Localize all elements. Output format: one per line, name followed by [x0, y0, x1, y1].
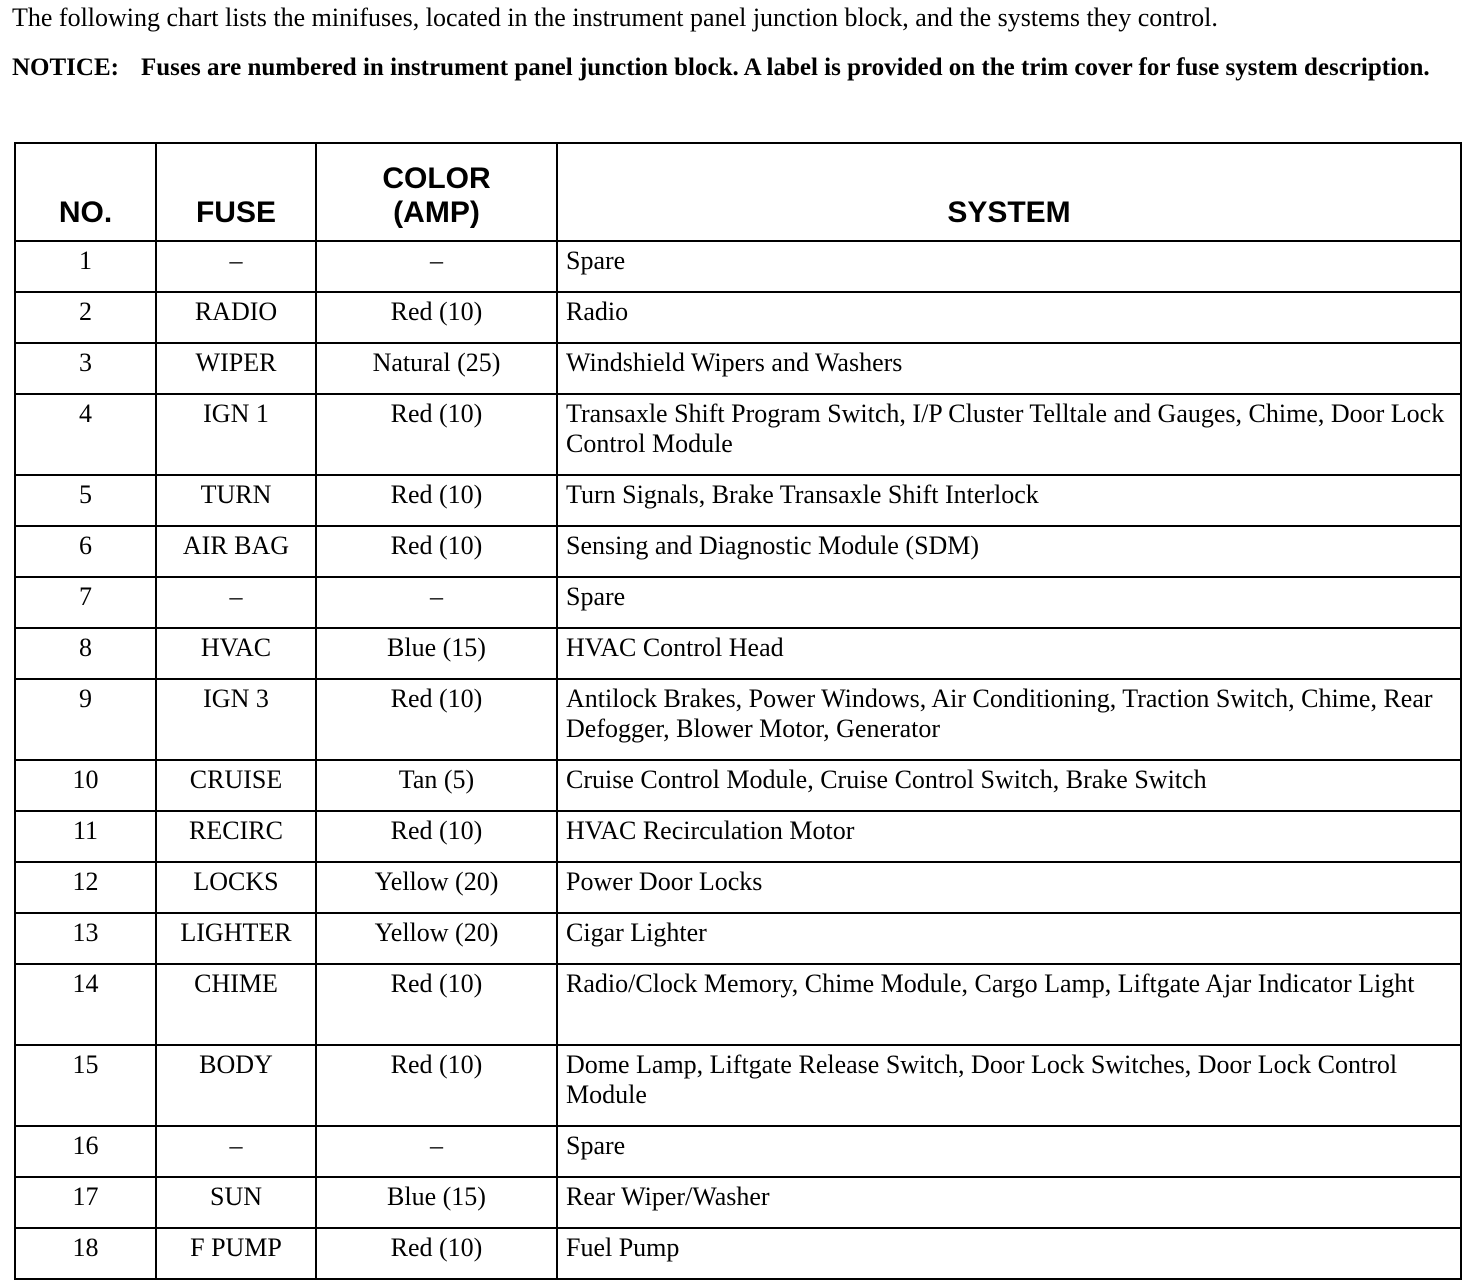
cell-fuse: BODY [156, 1045, 316, 1126]
cell-fuse: LOCKS [156, 862, 316, 913]
cell-system: Radio [557, 292, 1461, 343]
cell-fuse: RADIO [156, 292, 316, 343]
cell-system: HVAC Recirculation Motor [557, 811, 1461, 862]
cell-no: 9 [15, 679, 156, 760]
cell-color: Red (10) [316, 292, 557, 343]
cell-color: Blue (15) [316, 628, 557, 679]
cell-system: Dome Lamp, Liftgate Release Switch, Door Lock Switches, Door Lock Control Module [557, 1045, 1461, 1126]
cell-no: 8 [15, 628, 156, 679]
cell-fuse: LIGHTER [156, 913, 316, 964]
table-row [15, 475, 1461, 526]
cell-no: 3 [15, 343, 156, 394]
cell-fuse: – [156, 577, 316, 628]
cell-fuse: – [156, 1126, 316, 1177]
cell-color: Blue (15) [316, 1177, 557, 1228]
table-row [15, 394, 1461, 475]
cell-fuse: CHIME [156, 964, 316, 1045]
table-row [15, 964, 1461, 1045]
cell-system: HVAC Control Head [557, 628, 1461, 679]
table-header-row [15, 143, 1461, 241]
cell-no: 11 [15, 811, 156, 862]
cell-system: Spare [557, 577, 1461, 628]
cell-fuse: WIPER [156, 343, 316, 394]
table-row [15, 1045, 1461, 1126]
cell-no: 18 [15, 1228, 156, 1279]
table-row [15, 577, 1461, 628]
cell-system: Sensing and Diagnostic Module (SDM) [557, 526, 1461, 577]
cell-fuse: IGN 1 [156, 394, 316, 475]
header-no: NO. [15, 143, 156, 241]
cell-no: 4 [15, 394, 156, 475]
cell-no: 2 [15, 292, 156, 343]
cell-system: Cigar Lighter [557, 913, 1461, 964]
cell-system: Rear Wiper/Washer [557, 1177, 1461, 1228]
cell-color: Tan (5) [316, 760, 557, 811]
cell-no: 1 [15, 241, 156, 292]
cell-no: 12 [15, 862, 156, 913]
cell-color: Red (10) [316, 679, 557, 760]
cell-system: Windshield Wipers and Washers [557, 343, 1461, 394]
cell-system: Fuel Pump [557, 1228, 1461, 1279]
table-row [15, 292, 1461, 343]
table-row [15, 628, 1461, 679]
header-system: SYSTEM [557, 143, 1461, 241]
cell-color: – [316, 577, 557, 628]
table-row [15, 862, 1461, 913]
cell-system: Cruise Control Module, Cruise Control Switch, Brake Switch [557, 760, 1461, 811]
table-row [15, 679, 1461, 760]
cell-color: – [316, 1126, 557, 1177]
cell-fuse: IGN 3 [156, 679, 316, 760]
cell-color: Red (10) [316, 1228, 557, 1279]
notice [12, 53, 1452, 83]
cell-no: 15 [15, 1045, 156, 1126]
table-row [15, 1177, 1461, 1228]
cell-system: Turn Signals, Brake Transaxle Shift Interlock [557, 475, 1461, 526]
cell-fuse: TURN [156, 475, 316, 526]
cell-fuse: F PUMP [156, 1228, 316, 1279]
cell-no: 7 [15, 577, 156, 628]
table-row [15, 526, 1461, 577]
cell-fuse: CRUISE [156, 760, 316, 811]
cell-color: Natural (25) [316, 343, 557, 394]
cell-system: Spare [557, 1126, 1461, 1177]
cell-no: 17 [15, 1177, 156, 1228]
cell-color: – [316, 241, 557, 292]
table-row [15, 1228, 1461, 1279]
cell-no: 6 [15, 526, 156, 577]
cell-color: Red (10) [316, 811, 557, 862]
cell-no: 16 [15, 1126, 156, 1177]
table-row [15, 760, 1461, 811]
header-fuse: FUSE [156, 143, 316, 241]
cell-color: Red (10) [316, 475, 557, 526]
cell-system: Transaxle Shift Program Switch, I/P Cluster Telltale and Gauges, Chime, Door Lock Control Module [557, 394, 1461, 475]
table-row [15, 913, 1461, 964]
cell-fuse: HVAC [156, 628, 316, 679]
cell-fuse: RECIRC [156, 811, 316, 862]
cell-no: 5 [15, 475, 156, 526]
cell-color: Red (10) [316, 964, 557, 1045]
cell-system: Power Door Locks [557, 862, 1461, 913]
cell-color: Yellow (20) [316, 862, 557, 913]
cell-fuse: – [156, 241, 316, 292]
cell-system: Antilock Brakes, Power Windows, Air Conditioning, Traction Switch, Chime, Rear Defogger, Blower Motor, Generator [557, 679, 1461, 760]
intro-text: The following chart lists the minifuses, located in the instrument panel junction block, and the systems they control. [12, 3, 1218, 32]
cell-color: Red (10) [316, 1045, 557, 1126]
cell-no: 14 [15, 964, 156, 1045]
cell-color: Yellow (20) [316, 913, 557, 964]
table-row [15, 811, 1461, 862]
cell-no: 13 [15, 913, 156, 964]
cell-system: Radio/Clock Memory, Chime Module, Cargo Lamp, Liftgate Ajar Indicator Light [557, 964, 1461, 1045]
table-row [15, 343, 1461, 394]
cell-fuse: SUN [156, 1177, 316, 1228]
table-row [15, 1126, 1461, 1177]
fuse-table [14, 142, 1462, 1280]
cell-color: Red (10) [316, 526, 557, 577]
cell-system: Spare [557, 241, 1461, 292]
notice-label: NOTICE: [12, 54, 119, 81]
notice-text: Fuses are numbered in instrument panel junction block. A label is provided on the trim cover for fuse system description. [140, 54, 1430, 81]
table-row [15, 241, 1461, 292]
cell-fuse: AIR BAG [156, 526, 316, 577]
header-color: COLOR (AMP) [316, 143, 557, 241]
cell-no: 10 [15, 760, 156, 811]
cell-color: Red (10) [316, 394, 557, 475]
